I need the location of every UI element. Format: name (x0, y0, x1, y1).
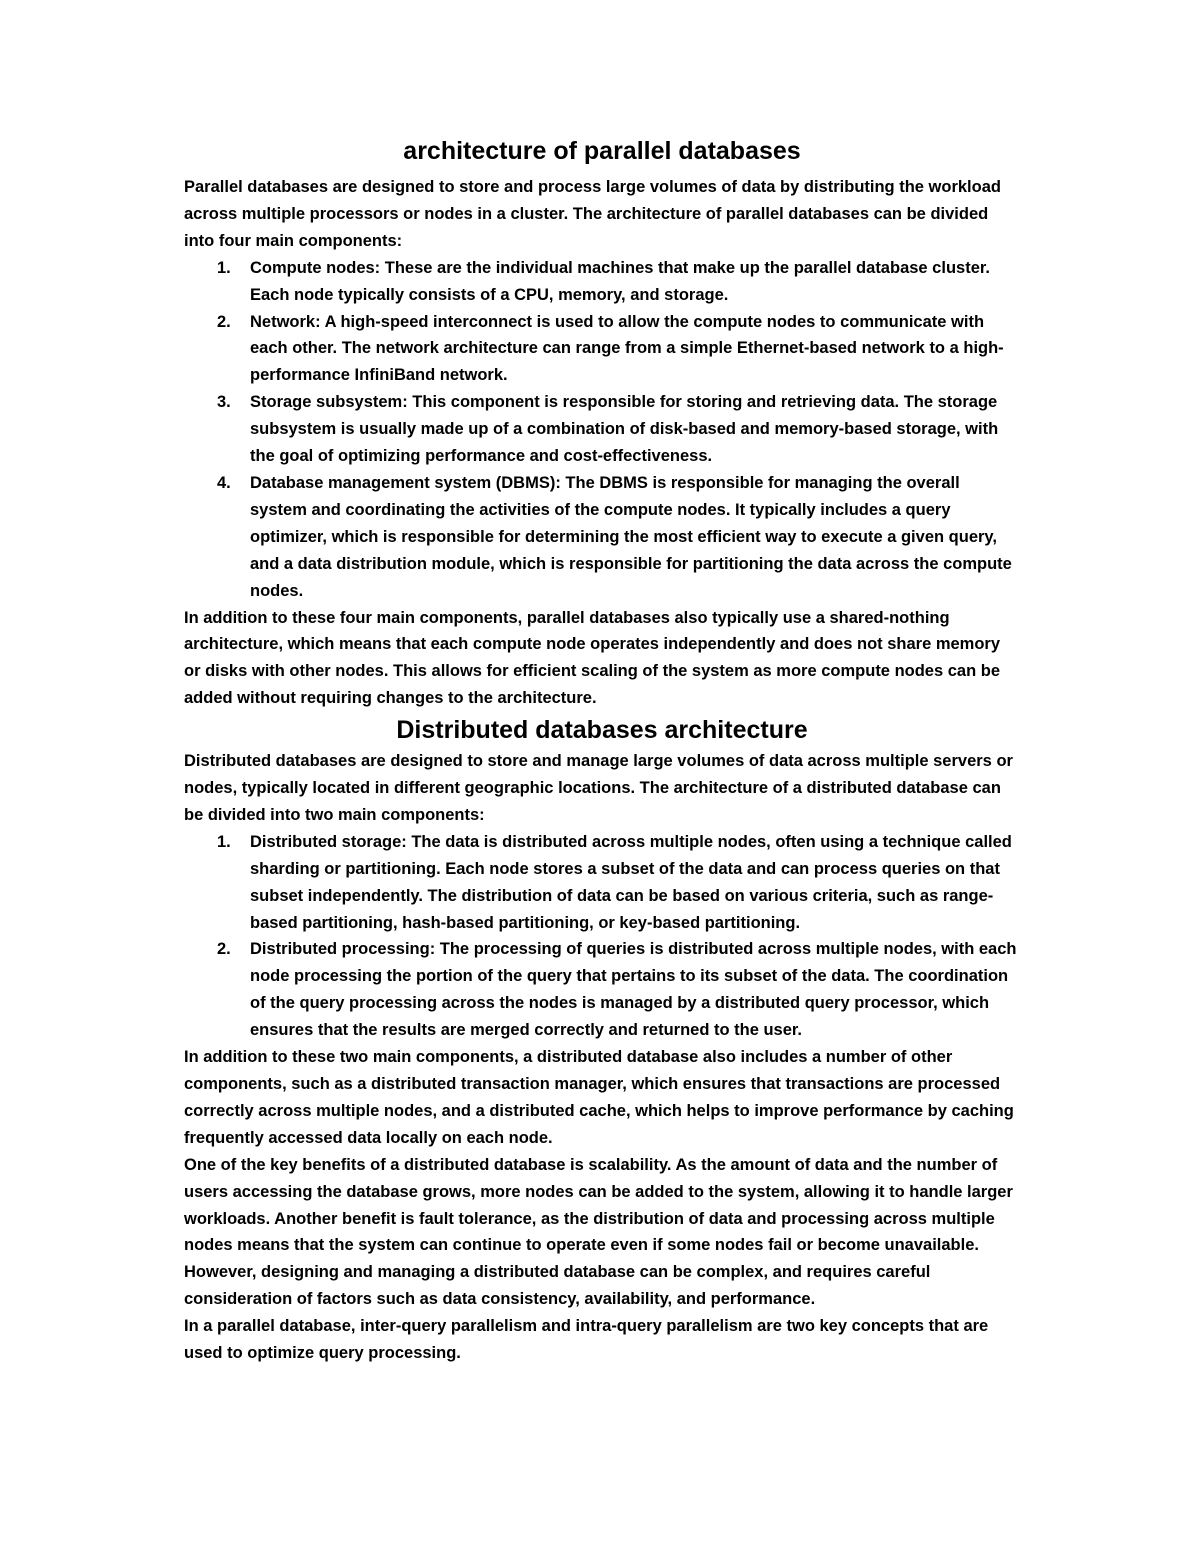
list-item (184, 470, 1020, 605)
list-item (184, 309, 1020, 390)
list-item-text: Distributed processing: The processing of queries is distributed across multiple nodes, with each node processing the portion of the query that pertains to its subset of the data. The coordination of the query processing across the nodes is managed by a distributed query processor, which ensures that the results are merged correctly and returned to the user. (250, 940, 1017, 1040)
closing-paragraph-parallel: In addition to these four main components, parallel databases also typically use a shared-nothing architecture, which means that each compute node operates independently and does not share memory or disks with other nodes. This allows for efficient scaling of the system as more compute nodes can be added without requiring changes to the architecture. (184, 608, 1001, 708)
list-item-text: Database management system (DBMS): The DBMS is responsible for managing the overall system and coordinating the activities of the compute nodes. It typically includes a query optimizer, which is responsible for determining the most efficient way to execute a given query, and a data distribution module, which is responsible for partitioning the data across the compute nodes. (250, 473, 1012, 600)
list-number: 1. (217, 832, 231, 851)
body-paragraph: In a parallel database, inter-query parallelism and intra-query parallelism are two key concepts that are used to optimize query processing. (184, 1317, 989, 1363)
body-paragraph: One of the key benefits of a distributed database is scalability. As the amount of data and the number of users accessing the database grows, more nodes can be added to the system, allowing it to handle larger workloads. Another benefit is fault tolerance, as the distribution of data and processing across multiple nodes means that the system can continue to operate even if some nodes fail or become unavailable. However, designing and managing a distributed database can be complex, and requires careful consideration of factors such as data consistency, availability, and performance. (184, 1155, 1013, 1309)
list-item-text: Storage subsystem: This component is responsible for storing and retrieving data. The storage subsystem is usually made up of a combination of disk-based and memory-based storage, with the goal of optimizing performance and cost-effectiveness. (250, 393, 999, 466)
list-number: 2. (217, 312, 231, 331)
list-number: 3. (217, 393, 231, 412)
components-list-distributed (184, 829, 1020, 1044)
list-item (184, 936, 1020, 1044)
list-number: 1. (217, 258, 231, 277)
list-item-text: Network: A high-speed interconnect is used to allow the compute nodes to communicate with each other. The network architecture can range from a simple Ethernet-based network to a high-performance InfiniBand network. (250, 312, 1004, 385)
body-paragraph: In addition to these two main components, a distributed database also includes a number of other components, such as a distributed transaction manager, which ensures that transactions are processed correctly across multiple nodes, and a distributed cache, which helps to improve performance by caching frequently accessed data locally on each node. (184, 1048, 1014, 1147)
list-number: 4. (217, 473, 231, 492)
list-number: 2. (217, 940, 231, 959)
intro-paragraph-distributed: Distributed databases are designed to store and manage large volumes of data across multiple servers or nodes, typically located in different geographic locations. The architecture of a distributed database can be divided into two main components: (184, 752, 1013, 824)
section-title-parallel: architecture of parallel databases (403, 137, 801, 165)
list-item-text: Compute nodes: These are the individual machines that make up the parallel database cluster. Each node typically consists of a CPU, memory, and storage. (250, 258, 990, 304)
components-list-parallel (184, 255, 1020, 605)
list-item (184, 389, 1020, 470)
list-item (184, 255, 1020, 309)
section-title-distributed: Distributed databases architecture (396, 716, 808, 745)
list-item-text: Distributed storage: The data is distributed across multiple nodes, often using a technique called sharding or partitioning. Each node stores a subset of the data and can process queries on that subset independently. The distribution of data can be based on various criteria, such as range-based partitioning, hash-based partitioning, or key-based partitioning. (250, 832, 1012, 932)
intro-paragraph-parallel: Parallel databases are designed to store and process large volumes of data by distributing the workload across multiple processors or nodes in a cluster. The architecture of parallel databases can be divided into four main components: (184, 178, 1001, 250)
list-item (184, 829, 1020, 937)
